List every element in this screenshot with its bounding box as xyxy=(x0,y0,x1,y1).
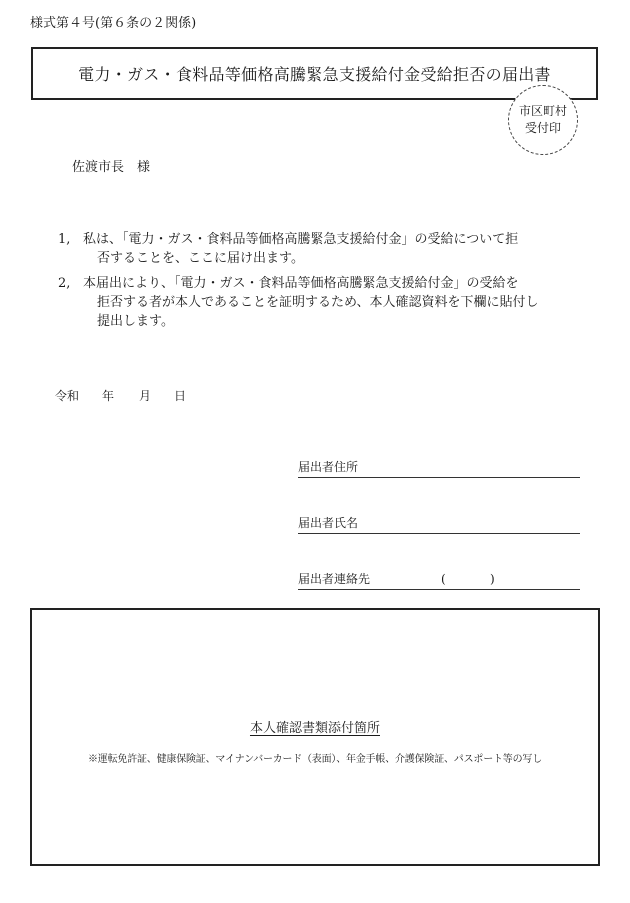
statement-2 xyxy=(58,274,568,334)
attachment-title: 本人確認書類添付箇所 xyxy=(249,721,380,736)
statement-1-text xyxy=(83,230,563,268)
statement-2-text xyxy=(83,274,563,331)
statement-1-line-1: 私は、「電力・ガス・食料品等価格高騰緊急支援給付金」の受給について拒 xyxy=(83,232,519,247)
stamp-line-1: 市区町村 xyxy=(518,104,567,118)
attachment-title-wrap xyxy=(32,717,598,736)
contact-field[interactable] xyxy=(298,570,580,590)
statement-2-number: 2, xyxy=(58,276,71,291)
title-box xyxy=(31,47,598,100)
address-field[interactable] xyxy=(298,458,580,478)
date-day: 日 xyxy=(174,389,187,403)
contact-paren-close: ) xyxy=(490,572,495,586)
contact-label: 届出者連絡先 xyxy=(298,572,371,586)
stamp-line-2: 受付印 xyxy=(524,121,561,135)
name-field[interactable] xyxy=(298,514,580,534)
statement-1-line-2: 否することを、ここに届け出ます。 xyxy=(97,251,304,266)
address-label: 届出者住所 xyxy=(298,460,359,474)
statement-1 xyxy=(58,230,568,270)
reception-stamp xyxy=(508,85,578,155)
addressee: 佐渡市長 様 xyxy=(72,160,151,175)
date-line xyxy=(55,387,186,404)
document-title: 電力・ガス・食料品等価格高騰緊急支援給付金受給拒否の届出書 xyxy=(78,65,551,84)
attachment-note: ※運転免許証、健康保険証、マイナンバーカード（表面）、年金手帳、介護保険証、パスポート等の写し xyxy=(88,754,542,765)
name-label: 届出者氏名 xyxy=(298,516,359,530)
contact-paren-open: ( xyxy=(441,572,446,586)
id-document-attachment-area xyxy=(30,608,600,866)
date-month: 月 xyxy=(139,389,152,403)
statement-1-number: 1, xyxy=(58,232,71,247)
date-era: 令和 xyxy=(55,389,80,403)
form-number: 様式第４号(第６条の２関係) xyxy=(30,16,197,31)
statement-2-line-1: 本届出により、「電力・ガス・食料品等価格高騰緊急支援給付金」の受給を xyxy=(83,276,519,291)
statement-2-line-2: 拒否する者が本人であることを証明するため、本人確認資料を下欄に貼付し xyxy=(97,295,539,310)
statement-2-line-3: 提出します。 xyxy=(97,314,174,329)
date-year: 年 xyxy=(102,389,115,403)
